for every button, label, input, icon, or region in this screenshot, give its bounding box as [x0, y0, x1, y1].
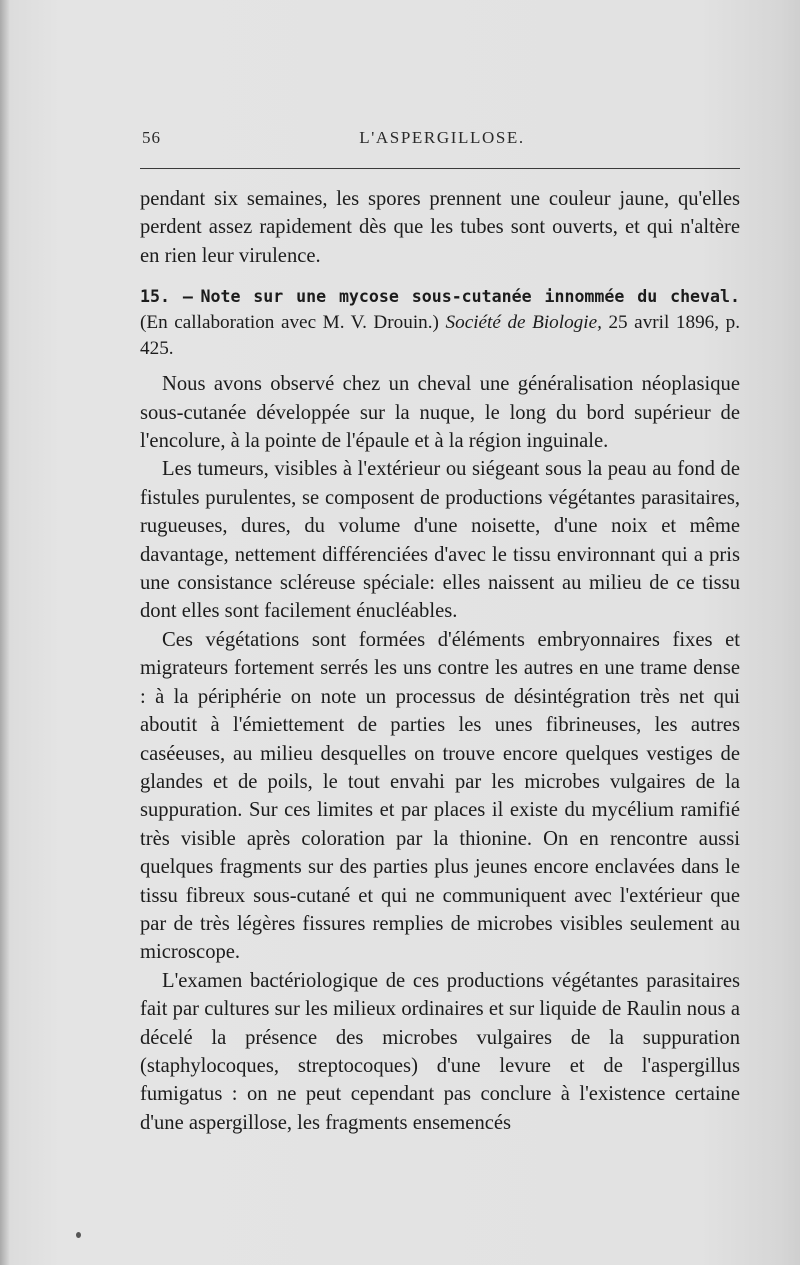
- paragraph-3: Ces végétations sont formées d'éléments embryonnaires fixes et migrateurs fortement serrés les uns contre les autres en une trame dense : à la périphérie on note un processus de désintégration très net qui aboutit à l'émiettement de parties les unes fibrineuses, les autres caséeuses, au milieu desquelles on trouve encore quelques vestiges de glandes et de poils, le tout envahi par les microbes vulgaires de la suppuration. Sur ces limites et par places il existe du mycélium ramifié très visible après coloration par la thionine. On en rencontre aussi quelques fragments sur des parties plus jeunes encore enclavées dans le tissu fibreux sous-cutané et qui ne communiquent avec l'extérieur que par de très légères fissures remplies de microbes visibles seulement au microscope.: [140, 628, 740, 964]
- entry-date: 25 avril 1896, p. 425.: [140, 312, 740, 360]
- paragraph-4: L'examen bactériologique de ces productions végétantes parasitaires fait par cultures sur les milieux ordinaires et sur liquide de Raulin nous a décelé la présence des microbes vulgaires de la suppuration (staphylocoques, streptocoques) d'une levure et de l'aspergillus fumigatus : on ne peut cependant pas conclure à l'existence certaine d'une aspergillose, les fragments ensemencés: [140, 969, 740, 1134]
- paragraph-2: Les tumeurs, visibles à l'extérieur ou siégeant sous la peau au fond de fistules purulentes, se composent de productions végétantes parasitaires, rugueuses, dures, du volume d'une noisette, d'une noix et même davantage, nettement différenciées d'avec le tissu environnant qui a pris une consistance scléreuse spéciale: elles naissent au milieu de ce tissu dont elles sont facilement énucléables.: [140, 458, 740, 623]
- bibliography-entry: [140, 284, 740, 362]
- entry-journal: Société de Biologie,: [445, 312, 602, 334]
- paragraph-continuation: pendant six semaines, les spores prennent une couleur jaune, qu'elles perdent assez rapidement dès que les tubes sont ouverts, et qui n'altère en rien leur virulence.: [140, 188, 740, 267]
- entry-collaboration: (En callaboration avec M. V. Drouin.): [140, 312, 439, 334]
- page-header: [142, 128, 742, 152]
- page-body: [140, 185, 740, 1137]
- page-number: 56: [142, 128, 161, 147]
- paper-speck: [76, 1232, 81, 1238]
- paragraph-1: Nous avons observé chez un cheval une généralisation néoplasique sous-cutanée développée sur la nuque, le long du bord supérieur de l'encolure, à la pointe de l'épaule et à la région inguinale.: [140, 373, 740, 453]
- running-title: L'ASPERGILLOSE.: [359, 128, 525, 147]
- entry-title: Note sur une mycose sous-cutanée innommée du cheval.: [200, 287, 741, 307]
- entry-number: 15. —: [140, 287, 193, 307]
- header-rule: [140, 168, 740, 169]
